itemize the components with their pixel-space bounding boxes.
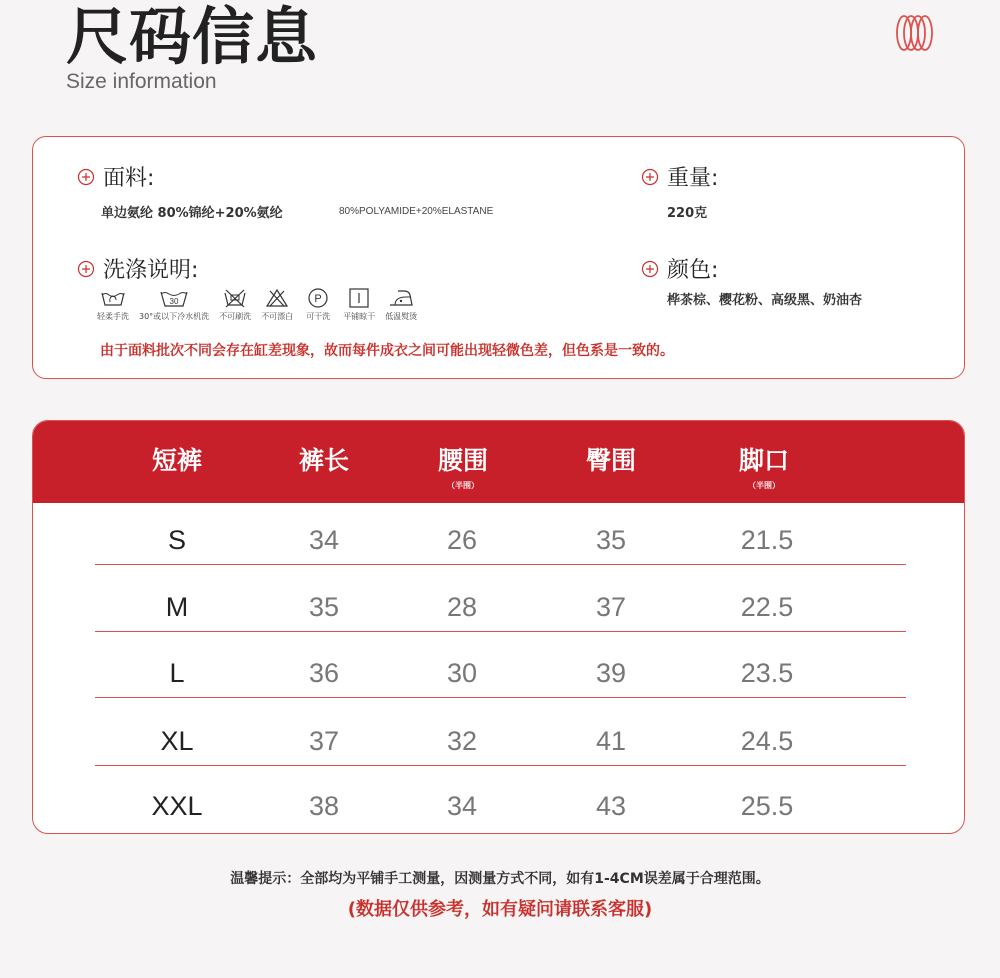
reference-note: (数据仅供参考，如有疑问请联系客服) <box>347 899 653 920</box>
wash-label: 平铺晾干 <box>343 312 376 321</box>
hand-wash-icon <box>98 287 128 309</box>
length-cell: 35 <box>308 592 340 622</box>
header-hem: 脚口 （半围） <box>738 446 789 490</box>
wash-label: 可干洗 <box>306 312 331 321</box>
machine-wash-30-icon <box>159 287 189 309</box>
size-cell: XXL <box>151 791 203 821</box>
material-text: 单边氨纶 80%锦纶+20%氨纶 <box>101 206 283 221</box>
wash-label: 不可漂白 <box>261 312 294 321</box>
hip-cell: 39 <box>595 658 627 688</box>
wash-label: 轻柔手洗 <box>97 312 129 321</box>
color-heading <box>641 253 718 284</box>
length-cell: 38 <box>308 791 340 821</box>
wash-label: 不可刷洗 <box>219 312 252 321</box>
size-cell: L <box>169 658 185 688</box>
waist-cell: 32 <box>446 726 478 756</box>
color-difference-warning: 由于面料批次不同会存在缸差现象，故而每件成衣之间可能出现轻微色差，但色系是一致的。 <box>100 343 674 359</box>
material-text-en: 80%POLYAMIDE+20%ELASTANE <box>339 206 494 217</box>
wash-symbol <box>219 287 251 322</box>
table-row <box>95 568 906 632</box>
weight-label: 重量: <box>667 166 719 191</box>
plus-circle-icon <box>641 168 659 186</box>
hip-cell: 35 <box>595 525 627 555</box>
fabric-info-card <box>32 136 965 379</box>
table-row <box>95 501 906 565</box>
measurement-tip: 温馨提示：全部均为平铺手工测量，因测量方式不同，如有1-4CM误差属于合理范围。 <box>230 871 770 887</box>
header-waist: 腰围 （半围） <box>437 446 488 490</box>
flat-dry-icon <box>344 287 374 309</box>
hem-cell: 21.5 <box>740 525 794 555</box>
header-length: 裤长 <box>298 446 349 475</box>
washing-icons <box>97 287 427 322</box>
size-table-header <box>33 421 964 503</box>
wash-symbol <box>385 287 417 322</box>
no-bleach-icon <box>262 287 292 309</box>
color-label: 颜色: <box>667 258 719 283</box>
color-value: 桦茶棕、樱花粉、高级黑、奶油杏 <box>667 293 863 308</box>
size-cell: M <box>165 592 189 622</box>
wash-label: 30°或以下冷水机洗 <box>139 312 210 321</box>
washing-label: 洗涤说明: <box>103 258 199 283</box>
header-shorts: 短裤 <box>151 446 202 475</box>
low-iron-icon <box>386 287 416 309</box>
length-cell: 36 <box>308 658 340 688</box>
table-row <box>95 767 906 831</box>
length-cell: 34 <box>308 525 340 555</box>
hip-cell: 41 <box>595 726 627 756</box>
size-table <box>32 420 965 834</box>
material-heading <box>77 161 154 192</box>
size-cell: XL <box>160 726 194 756</box>
waist-cell: 34 <box>446 791 478 821</box>
table-row <box>95 634 906 698</box>
header-hip: 臀围 <box>585 446 636 475</box>
wash-temp: 30 <box>169 297 179 306</box>
page-title: 尺码信息 <box>66 0 319 73</box>
rings-logo-icon <box>895 12 935 54</box>
dry-clean-icon <box>303 287 333 309</box>
waist-cell: 26 <box>446 525 478 555</box>
hem-cell: 24.5 <box>740 726 794 756</box>
washing-heading <box>77 253 198 284</box>
plus-circle-icon <box>641 260 659 278</box>
hem-cell: 23.5 <box>740 658 794 688</box>
length-cell: 37 <box>308 726 340 756</box>
wash-label: 低温熨烫 <box>385 312 418 321</box>
hip-cell: 43 <box>595 791 627 821</box>
weight-heading <box>641 161 718 192</box>
wash-symbol <box>97 287 129 322</box>
wash-symbol <box>343 287 375 322</box>
plus-circle-icon <box>77 168 95 186</box>
weight-value: 220克 <box>667 206 708 221</box>
dry-clean-letter: P <box>314 293 322 305</box>
wash-symbol <box>261 287 293 322</box>
page-subtitle: Size information <box>66 70 217 93</box>
hem-cell: 25.5 <box>740 791 794 821</box>
plus-circle-icon <box>77 260 95 278</box>
wash-symbol <box>303 287 333 322</box>
material-label: 面料: <box>103 166 155 191</box>
hip-cell: 37 <box>595 592 627 622</box>
table-row <box>95 702 906 766</box>
waist-cell: 28 <box>446 592 478 622</box>
hem-cell: 22.5 <box>740 592 794 622</box>
wash-symbol <box>139 287 209 322</box>
waist-cell: 30 <box>446 658 478 688</box>
size-cell: S <box>167 525 186 555</box>
no-brush-icon <box>220 287 250 309</box>
